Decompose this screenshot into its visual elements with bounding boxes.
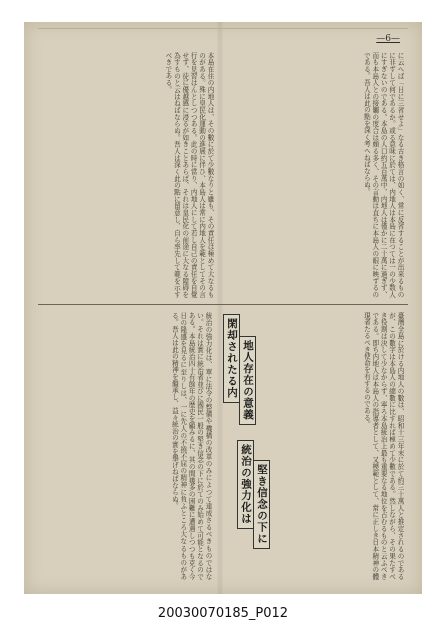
section-heading-1: 閑却されたる内	[223, 314, 240, 403]
document-page	[24, 22, 422, 594]
text-column-bottom-left: 統治の強力化は、單に法令の整備や機構の改革のみによつて達成さるべきものではない。それは實に統治者並びに國民一般の堅き信念の下に於てのみ始めて可能となるのである。本島統治四十有餘年の歴史を顧みるに、其の間幾多の困難に遭遇しつつも克く今日の隆盛を見るに至りしは、一に先人の不撓不屈の精神に負ふところ大なるものがある。吾人は此の精神を繼承し、益々統治の實を擧げねばならぬ。	[170, 312, 212, 580]
archive-caption: 20030070185_P012	[157, 606, 289, 621]
text-column-top-right: に云へば「日に三省せよ」なる古き格言の如く、常に反省することが出来るものに非ずして何であるか。或る意味に於ては、内地人は本島に在つては一の少数人にすぎないのである。本島の人口約五百萬中、内地人は僅かに二十萬に過ぎず、而も本島人との接觸の度合は頗る多く、その言動は直ちに本島人の眼に映ずるのである。吾人は此の點を深く考へねばならぬ。	[362, 52, 404, 298]
section-divider	[38, 304, 408, 305]
section-heading-4: 堅き信念の下に	[253, 460, 270, 549]
section-heading-3: 統治の強力化は	[237, 440, 254, 529]
page-number: —6—	[376, 34, 400, 44]
text-column-top-left: 本島在住の内地人は、その數に於て少數なりと雖も、その責任は極めて大なるものがある。殊に皇民化運動の進展に伴ひ、本島人は常に内地人を範としてその言行を見習はんとしつつある。此の時に當り、内地人にして若し自己の責任を自覺せず、徒に優越感に浸るが如きことあらば、それは皇民化の前途に大なる障碍を為すものと云はねばならぬ。吾人は深く此の點に留意し、自ら率先して範を示すべきである。	[163, 52, 214, 298]
top-rule	[38, 28, 408, 29]
text-column-bottom-right: 臺灣全島に於ける内地人の數は、昭和十三年末に於て約三十萬人と推定されるのであるが、この數字は本島人の總數に比すれば極めて少數である。然しながら、その果たすべき役割は決して少なからず、寧ろ本島統治上最も重要なる地位を占むるものと云ふべきである。即ち内地人は本島人の指導者として、又模範として、常に正しき日本精神の體現者たるべき使命を有するのである。	[362, 312, 404, 580]
section-heading-2: 地人存在の意義	[239, 336, 256, 425]
